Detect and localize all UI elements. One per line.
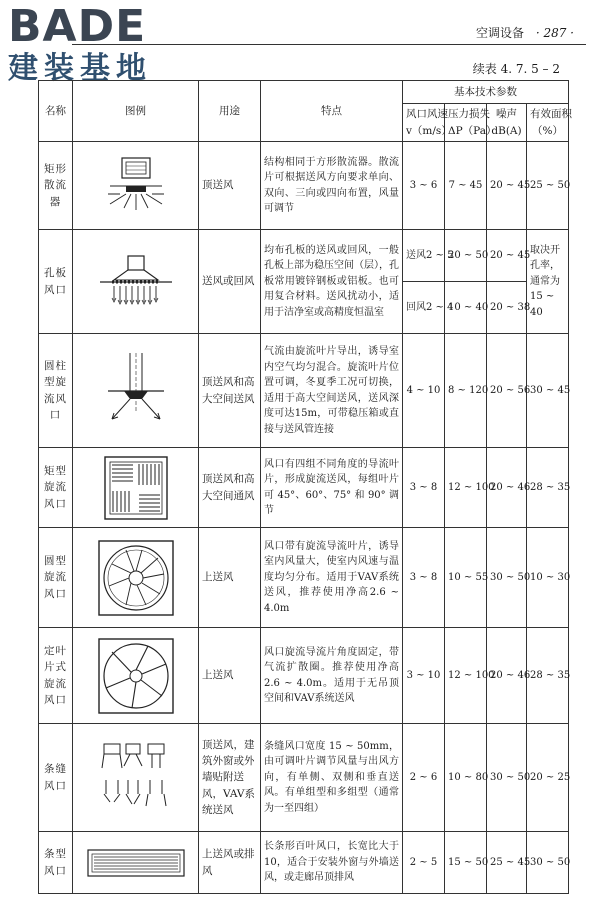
spec-table: [38, 80, 572, 894]
row-feature: 风口旋流导流片角度固定，带气流扩散圈。推荐使用净高2.6 ~ 4.0m。适用于无吊顶空间和VAV系统送风: [261, 628, 403, 724]
row-pressure: 10 ~ 80: [445, 724, 487, 832]
legend-cell: [73, 724, 199, 832]
header-row-1: [39, 81, 569, 104]
row-pressure: 12 ~ 100: [445, 448, 487, 528]
row-noise: 20 ~ 46: [487, 628, 527, 724]
legend-cell: [73, 832, 199, 894]
row-velocity: 3 ~ 10: [403, 628, 445, 724]
table-row: [39, 230, 569, 282]
row-velocity: 2 ~ 6: [403, 724, 445, 832]
row-noise: 25 ~ 45: [487, 832, 527, 894]
row-feature: 均布孔板的送风或回风，一般孔板上部为稳压空间（层），孔板常用镀锌钢板或铝板。也可用复合材料。送风扰动小，适用于洁净室或高精度恒温室: [261, 230, 403, 334]
row-feature: 风口带有旋流导流叶片，诱导室内风量大，使室内风速与温度均匀分布。适用于VAV系统送风，推荐使用净高2.6 ~ 4.0m: [261, 528, 403, 628]
row-area: 28 ~ 35: [527, 448, 569, 528]
legend-cell: [73, 334, 199, 448]
col-header-noise: 噪声 dB(A): [487, 104, 527, 142]
round-swirl-outlet-icon: [96, 538, 176, 618]
col-header-tech-group: 基本技术参数: [403, 81, 569, 104]
row-feature: 风口有四组不同角度的导流叶片，形成旋流送风，每组叶片可 45°、60°、75° 和 90° 调节: [261, 448, 403, 528]
row-name: 圆型旋流风口: [39, 528, 73, 628]
row-feature: 条缝风口宽度 15 ~ 50mm，由可调叶片调节风量与出风方向，有单侧、双侧和垂直送风。有单组型和多组型（通常为一至四组）: [261, 724, 403, 832]
row-noise-supply: 20 ~ 45: [487, 230, 527, 282]
row-pressure-return: 10 ~ 40: [445, 282, 487, 334]
legend-cell: [73, 628, 199, 724]
rect-diffuser-icon: [96, 156, 176, 216]
row-pressure-supply: 20 ~ 50: [445, 230, 487, 282]
row-name: 孔板风口: [39, 230, 73, 334]
header-rule: [72, 44, 586, 45]
row-pressure: 7 ~ 45: [445, 142, 487, 230]
row-pressure: 12 ~ 100: [445, 628, 487, 724]
row-noise: 20 ~ 46: [487, 448, 527, 528]
row-area: 取决开孔率，通常为15 ~ 40: [527, 230, 569, 334]
row-velocity: 3 ~ 8: [403, 528, 445, 628]
legend-cell: [73, 142, 199, 230]
row-feature: 气流由旋流叶片导出，诱导室内空气均匀混合。旋流叶片位置可调，冬夏季工况可切换，适用于高大空间送风，送风深度可达15m，可带稳压箱或直接与送风管连接: [261, 334, 403, 448]
perforated-plate-outlet-icon: [90, 252, 182, 312]
table-row: [39, 448, 569, 528]
row-area: 28 ~ 35: [527, 628, 569, 724]
row-feature: 结构相同于方形散流器。散流片可根据送风方向要求单向、双向、三向或四向布置，风量可调节: [261, 142, 403, 230]
col-header-area: 有效面积 （%）: [527, 104, 569, 142]
row-pressure: 8 ~ 120: [445, 334, 487, 448]
legend-cell: [73, 528, 199, 628]
row-name: 矩型旋流风口: [39, 448, 73, 528]
row-noise: 30 ~ 50: [487, 724, 527, 832]
row-name: 条型风口: [39, 832, 73, 894]
legend-cell: [73, 448, 199, 528]
row-noise: 20 ~ 45: [487, 142, 527, 230]
table-row: [39, 628, 569, 724]
row-area: 25 ~ 50: [527, 142, 569, 230]
col-header-velocity: 风口风速 v（m/s）: [403, 104, 445, 142]
row-pressure: 15 ~ 50: [445, 832, 487, 894]
row-noise: 30 ~ 50: [487, 528, 527, 628]
row-pressure: 10 ~ 55: [445, 528, 487, 628]
row-velocity: 3 ~ 8: [403, 448, 445, 528]
row-velocity-return: 回风2 ~ 4: [403, 282, 445, 334]
table-row: [39, 832, 569, 894]
running-head: [476, 24, 574, 41]
row-use: 顶送风和高大空间通风: [199, 448, 261, 528]
row-area: 20 ~ 25: [527, 724, 569, 832]
brand-wordmark: BADE: [8, 1, 147, 52]
slot-outlet-icon: [100, 740, 172, 816]
row-use: 送风或回风: [199, 230, 261, 334]
page-number: · 287 ·: [535, 26, 574, 40]
row-name: 条缝风口: [39, 724, 73, 832]
row-noise: 20 ~ 56: [487, 334, 527, 448]
col-header-feature: 特点: [261, 81, 403, 142]
table-caption: 续表 4. 7. 5 – 2: [472, 62, 560, 76]
row-velocity: 4 ~ 10: [403, 334, 445, 448]
row-area: 30 ~ 45: [527, 334, 569, 448]
col-header-pressure: 压力损失 ΔP（Pa）: [445, 104, 487, 142]
table-row: [39, 142, 569, 230]
fixed-vane-swirl-outlet-icon: [96, 636, 176, 716]
row-use: 顶送风和高大空间送风: [199, 334, 261, 448]
legend-cell: [73, 230, 199, 334]
col-header-use: 用途: [199, 81, 261, 142]
row-use: 顶送风: [199, 142, 261, 230]
row-velocity-supply: 送风2 ~ 5: [403, 230, 445, 282]
table-row: [39, 334, 569, 448]
row-velocity: 3 ~ 6: [403, 142, 445, 230]
row-noise-return: 20 ~ 38: [487, 282, 527, 334]
rect-swirl-outlet-icon: [103, 455, 169, 521]
cylindrical-swirl-outlet-icon: [100, 351, 172, 431]
table-row: [39, 724, 569, 832]
row-use: 上送风或排风: [199, 832, 261, 894]
brand-subtitle: 建装基地: [8, 51, 152, 86]
row-use: 上送风: [199, 628, 261, 724]
section-title: 空调设备: [475, 26, 524, 40]
row-use: 上送风: [199, 528, 261, 628]
row-area: 30 ~ 50: [527, 832, 569, 894]
row-name: 圆柱型旋流风口: [39, 334, 73, 448]
table-row: [39, 528, 569, 628]
linear-grille-icon: [86, 846, 186, 880]
row-use: 顶送风，建筑外窗或外墙贴附送风，VAV系统送风: [199, 724, 261, 832]
row-area: 10 ~ 30: [527, 528, 569, 628]
col-header-name: 名称: [39, 81, 73, 142]
row-velocity: 2 ~ 5: [403, 832, 445, 894]
row-name: 定叶片式旋流风口: [39, 628, 73, 724]
row-feature: 长条形百叶风口，长宽比大于10，适合于安装外窗与外墙送风，或走廊吊顶排风: [261, 832, 403, 894]
row-name: 矩形散流器: [39, 142, 73, 230]
col-header-legend: 图例: [73, 81, 199, 142]
